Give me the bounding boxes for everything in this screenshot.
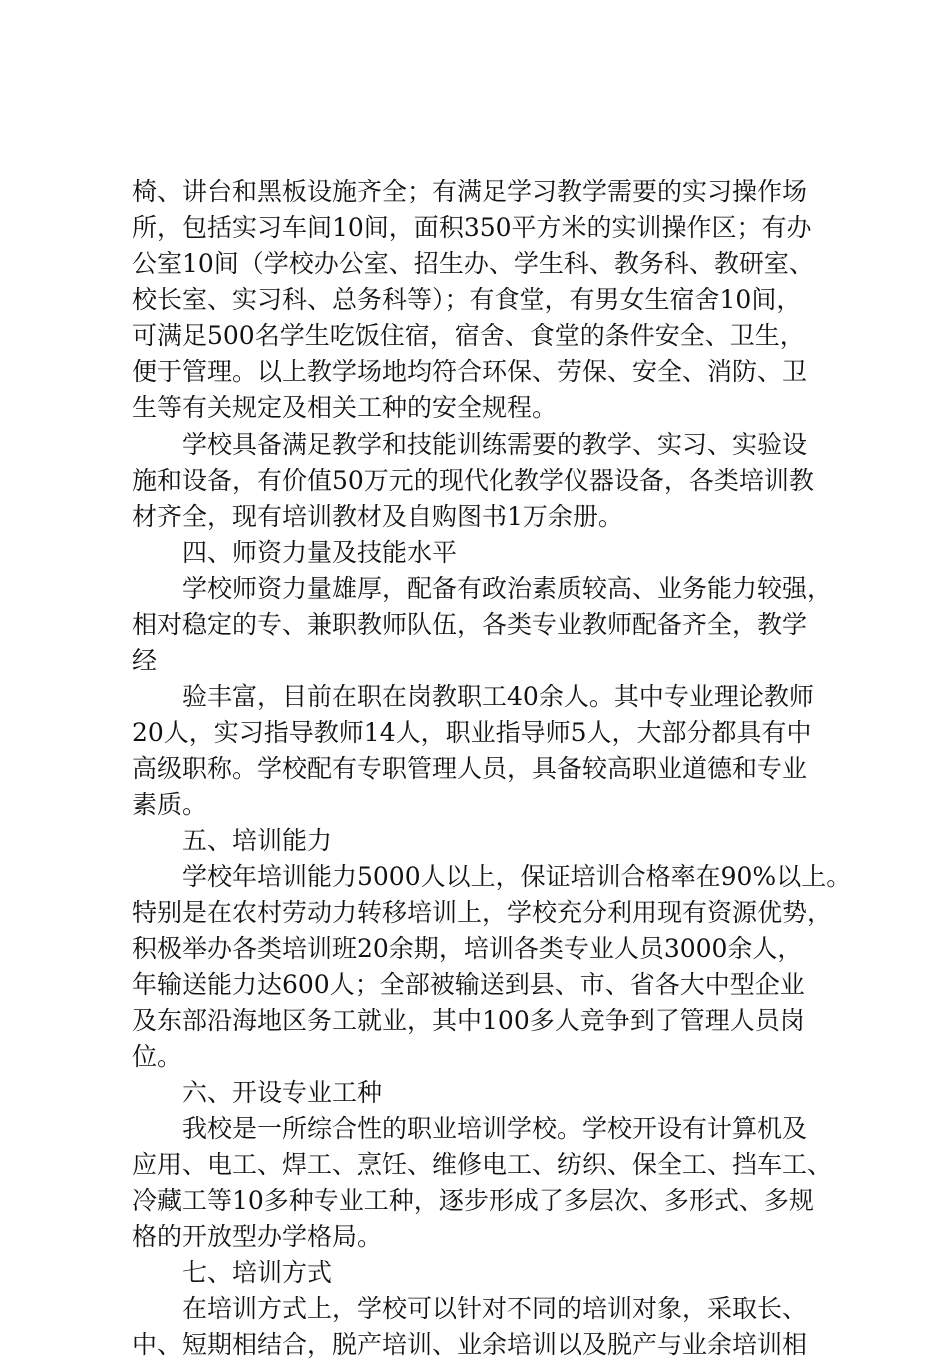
text-line: 椅、讲台和黑板设施齐全；有满足学习教学需要的实习操作场 — [132, 177, 808, 206]
text-line: 相对稳定的专、兼职教师队伍，各类专业教师配备齐全，教学 — [132, 610, 808, 639]
text-line: 所，包括实习车间10间，面积350平方米的实训操作区；有办 — [132, 213, 812, 242]
text-line: 材齐全，现有培训教材及自购图书1万余册。 — [132, 502, 623, 531]
text-line: 生等有关规定及相关工种的安全规程。 — [132, 393, 558, 422]
text-line: 经 — [132, 646, 158, 675]
paragraph-first-line: 我校是一所综合性的职业培训学校。学校开设有计算机及 — [182, 1114, 808, 1143]
section-heading: 五、培训能力 — [182, 826, 333, 855]
text-line: 应用、电工、焊工、烹饪、维修电工、纺织、保全工、挡车工、 — [132, 1150, 833, 1179]
section-heading: 七、培训方式 — [182, 1258, 333, 1287]
text-line: 公室10间（学校办公室、招生办、学生科、教务科、教研室、 — [132, 249, 814, 278]
text-line: 20人，实习指导教师14人，职业指导师5人，大部分都具有中 — [132, 718, 812, 747]
paragraph-first-line: 验丰富，目前在职在岗教职工40余人。其中专业理论教师 — [182, 682, 814, 711]
text-line: 冷藏工等10多种专业工种，逐步形成了多层次、多形式、多规 — [132, 1186, 814, 1215]
text-line: 校长室、实习科、总务科等）；有食堂，有男女生宿舍10间， — [132, 285, 802, 314]
text-line: 位。 — [132, 1042, 183, 1071]
text-line: 中、短期相结合，脱产培训、业余培训以及脱产与业余培训相 — [132, 1330, 808, 1359]
text-line: 年输送能力达600人；全部被输送到县、市、省各大中型企业 — [132, 970, 805, 999]
paragraph-first-line: 学校师资力量雄厚，配备有政治素质较高、业务能力较强， — [182, 574, 833, 603]
text-line: 及东部沿海地区务工就业，其中100多人竞争到了管理人员岗 — [132, 1006, 805, 1035]
text-line: 积极举办各类培训班20余期，培训各类专业人员3000余人， — [132, 934, 803, 963]
text-line: 格的开放型办学格局。 — [132, 1222, 383, 1251]
text-line: 便于管理。以上教学场地均符合环保、劳保、安全、消防、卫 — [132, 357, 808, 386]
paragraph-first-line: 学校具备满足教学和技能训练需要的教学、实习、实验设 — [182, 430, 808, 459]
text-line: 高级职称。学校配有专职管理人员，具备较高职业道德和专业 — [132, 754, 808, 783]
text-line: 可满足500名学生吃饭住宿，宿舍、食堂的条件安全、卫生， — [132, 321, 805, 350]
paragraph-first-line: 在培训方式上，学校可以针对不同的培训对象，采取长、 — [182, 1294, 808, 1323]
paragraph-first-line: 学校年培训能力5000人以上，保证培训合格率在90%以上。 — [182, 862, 852, 891]
text-line: 素质。 — [132, 790, 208, 819]
section-heading: 六、开设专业工种 — [182, 1078, 383, 1107]
section-heading: 四、师资力量及技能水平 — [182, 538, 458, 567]
text-line: 施和设备，有价值50万元的现代化教学仪器设备，各类培训教 — [132, 466, 814, 495]
text-line: 特别是在农村劳动力转移培训上，学校充分利用现有资源优势， — [132, 898, 833, 927]
